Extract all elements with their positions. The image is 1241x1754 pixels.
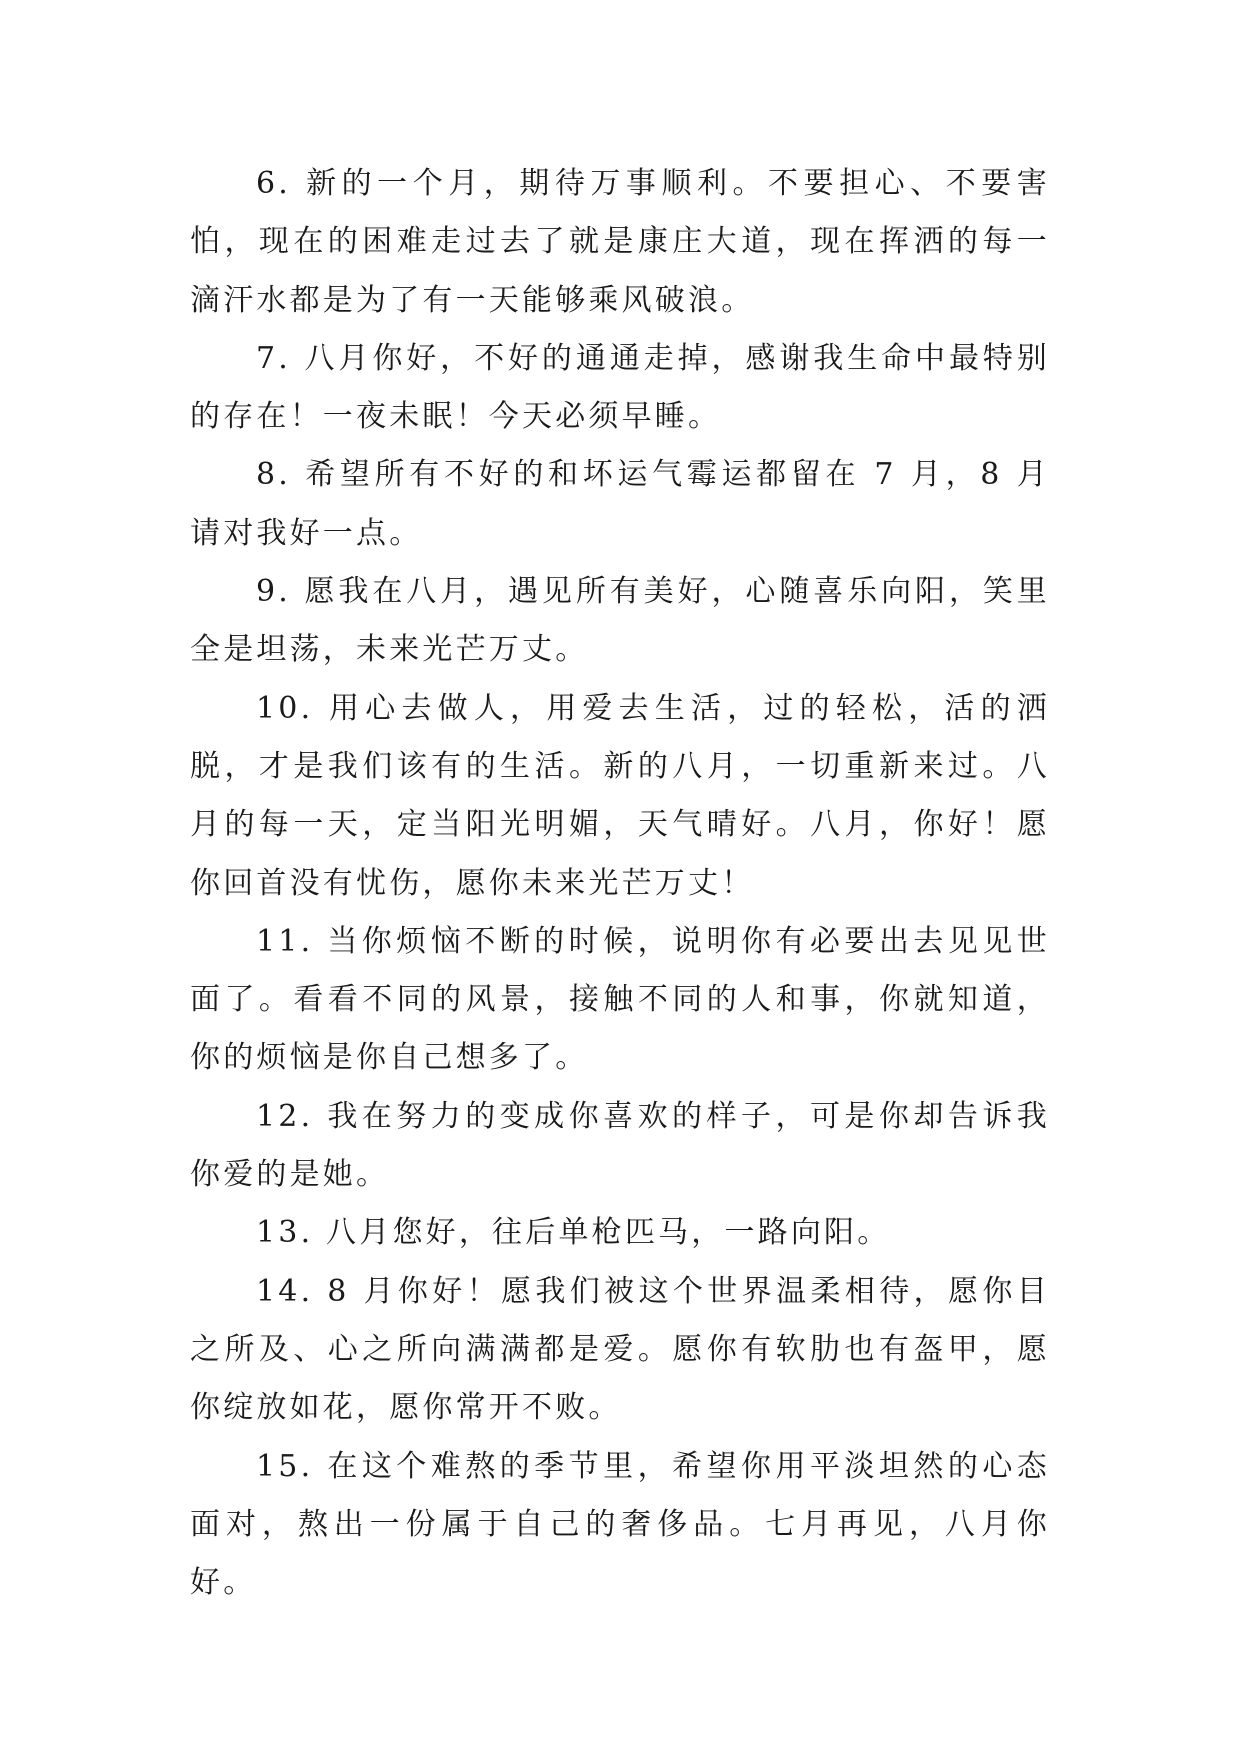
paragraph-8: 8. 希望所有不好的和坏运气霉运都留在 7 月，8 月请对我好一点。 — [190, 457, 1050, 551]
paragraph-12: 12. 我在努力的变成你喜欢的样子，可是你却告诉我你爱的是她。 — [190, 1098, 1050, 1193]
paragraph-10: 10. 用心去做人，用爱去生活，过的轻松，活的洒脱，才是我们该有的生活。新的八月，一切重新来过。八月的每一天，定当阳光明媚，天气晴好。八月，你好！愿你回首没有忧伤，愿你未来光芒万丈！ — [190, 690, 1050, 901]
paragraph-11: 11. 当你烦恼不断的时候，说明你有必要出去见见世面了。看看不同的风景，接触不同的人和事，你就知道，你的烦恼是你自己想多了。 — [190, 923, 1050, 1076]
paragraph-13: 13. 八月您好，往后单枪匹马，一路向阳。 — [256, 1215, 891, 1251]
document-body — [190, 155, 1050, 1612]
paragraph-7: 7. 八月你好，不好的通通走掉，感谢我生命中最特别的存在！一夜未眠！今天必须早睡。 — [190, 340, 1050, 435]
paragraph-9: 9. 愿我在八月，遇见所有美好，心随喜乐向阳，笑里全是坦荡，未来光芒万丈。 — [190, 574, 1050, 668]
paragraph-14: 14. 8 月你好！愿我们被这个世界温柔相待，愿你目之所及、心之所向满满都是爱。愿你有软肋也有盔甲，愿你绽放如花，愿你常开不败。 — [190, 1273, 1050, 1426]
paragraph-15: 15. 在这个难熬的季节里，希望你用平淡坦然的心态面对，熬出一份属于自己的奢侈品。七月再见，八月你好。 — [190, 1448, 1050, 1601]
paragraph-6: 6. 新的一个月，期待万事顺利。不要担心、不要害怕，现在的困难走过去了就是康庄大道，现在挥洒的每一滴汗水都是为了有一天能够乘风破浪。 — [190, 166, 1050, 318]
